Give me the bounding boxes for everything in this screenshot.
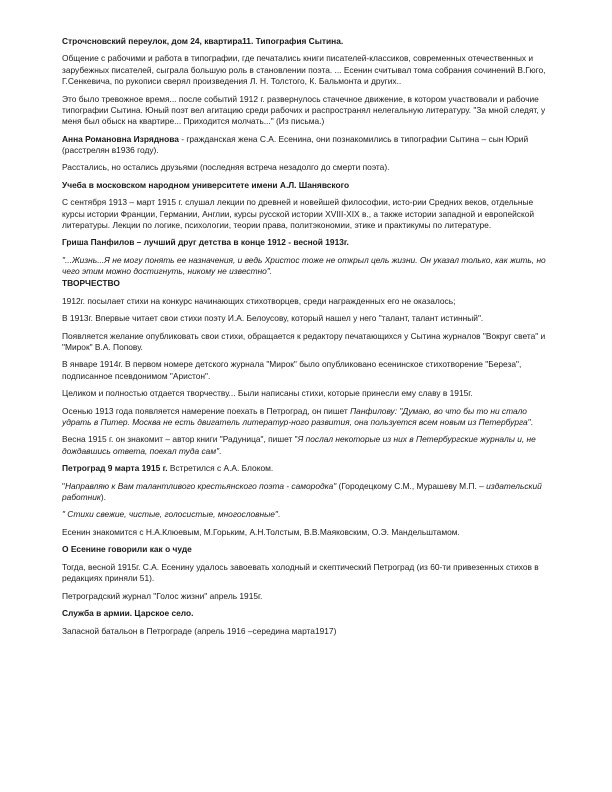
paragraph-p7: [62, 197, 558, 231]
text-run: В 1913г. Впервые читает свои стихи поэту И.А. Белоусову, который нашел у него "талант, талант истинный".: [62, 313, 484, 324]
paragraph-p5: [62, 162, 558, 173]
text-run: (Городецкому С.М., Мурашеву М.П. –: [336, 480, 487, 491]
italic-text-run: Направляю к Вам талантливого крестьянского поэта - самородка": [64, 480, 337, 491]
bold-text-run: Гриша Панфилов – лучший друг детства в конце 1912 - весной 1913г.: [62, 237, 349, 248]
text-run: 1912г. посылает стихи на конкурс начинающих стихотворцев, среди награжденных его не оказалось;: [62, 295, 456, 306]
paragraph-p17: [62, 434, 558, 457]
paragraph-p2: [62, 53, 558, 87]
paragraph-p6: [62, 180, 558, 191]
text-run: ": [62, 480, 65, 491]
paragraph-p18: [62, 463, 558, 474]
bold-text-run: О Есенине говорили как о чуде: [62, 544, 192, 555]
italic-text-run: Я послал некоторые из них в Петербургские журналы и, не дождавшись ответа, поехал туда сам": [62, 434, 536, 456]
text-run: Это было тревожное время... после событий 1912 г. развернулось стачечное движение, в котором участвовали и рабочие типографии Сытина. Юный поэт вел агитацию среди рабочих и распространял нелегальную литературу. "За мной следят, у меня был обыск на квартире... Приходится молчать..." (Из письма.): [62, 93, 546, 127]
paragraph-p26: [62, 626, 558, 637]
italic-text-run: Панфилову: "Думаю, во что бы то ни стало удрать в Питер. Москва не есть двигатель литератур-ного развития, она пользуется всем новым из Петербурга": [62, 405, 531, 427]
italic-text-run: " Стихи свежие, чистые, голосистые, многословные": [62, 509, 278, 520]
text-run: Петроградский журнал "Голос жизни" апрель 1915г.: [62, 590, 263, 601]
text-run: Тогда, весной 1915г. С.А. Есенину удалось завоевать холодный и скептический Петроград (из 60-ти привезенных стихов в редакциях приняли 51).: [62, 561, 539, 584]
bold-text-run: Петроград 9 марта 1915 г.: [62, 463, 168, 474]
bold-text-run: Анна Романовна Изряднова: [62, 133, 179, 144]
paragraph-p23: [62, 562, 558, 585]
paragraph-p22: [62, 544, 558, 555]
paragraph-p1: [62, 36, 558, 47]
text-run: С сентября 1913 – март 1915 г. слушал лекции по древней и новейшей философии, исто-рии Средних веков, отдельные курсы истории Франции, Германии, Англии, курсы русской истории XVIII-XIX в., а также истории западной и европейской литературы. Лекции по логике, психологии, теории права, политэкономии, этике и практикумы по литературе.: [62, 197, 535, 230]
paragraph-p20: [62, 509, 558, 520]
text-run: Осенью 1913 года появляется намерение поехать в Петроград, он пишет: [62, 405, 351, 416]
text-run: Появляется желание опубликовать свои стихи, обращается к редактору печатающихся у Сытина журналов "Вокруг света" и "Мирок" В.А. Попову.: [62, 330, 546, 352]
text-run: .: [277, 509, 281, 520]
text-run: Целиком и полностью отдается творчеству... Были написаны стихи, которые принесли ему славу в 1915г.: [62, 388, 473, 399]
paragraph-p14: [62, 359, 558, 382]
italic-text-run: издательский работник: [62, 480, 542, 502]
paragraph-p16: [62, 406, 558, 429]
paragraph-p8: [62, 237, 558, 248]
text-run: .: [219, 445, 222, 456]
paragraph-p25: [62, 608, 558, 619]
paragraph-p3: [62, 94, 558, 128]
bold-text-run: Учеба в московском народном университете имени А.Л. Шанявского: [62, 179, 350, 190]
paragraph-p11: [62, 296, 558, 307]
bold-text-run: ТВОРЧЕСТВО: [62, 278, 120, 289]
paragraph-p9: [62, 255, 558, 278]
text-run: - гражданская жена С.А. Есенина, они познакомились в типографии Сытина – сын Юрий (расстрелян в1936 году).: [62, 133, 529, 155]
text-run: Весна 1915 г. он знакомит – автор книги "Радуница", пишет ": [62, 434, 298, 445]
text-run: .: [530, 416, 533, 427]
text-run: ).: [100, 491, 107, 502]
bold-text-run: Служба в армии. Царское село.: [62, 608, 194, 619]
paragraph-p15: [62, 388, 558, 399]
text-run: Есенин знакомится с Н.А.Клюевым, М.Горьким, А.Н.Толстым, В.В.Маяковским, О.Э. Мандельштамом.: [62, 526, 460, 537]
text-run: Запасной батальон в Петрограде (апрель 1916 –середина марта1917): [62, 625, 337, 636]
text-run: Расстались, но остались друзьями (последняя встреча незадолго до смерти поэта).: [62, 162, 390, 173]
bold-text-run: Строчсновский переулок, дом 24, квартира11. Типография Сытина.: [62, 36, 344, 46]
paragraph-p21: [62, 527, 558, 538]
italic-text-run: "...Жизнь...Я не могу понять ее назначения, и ведь Христос тоже не открыл цель жизни. Он указал только, как жить, но чего этим можно достигнуть, никому не известно".: [62, 254, 546, 277]
text-run: Встретился с А.А. Блоком.: [167, 463, 274, 474]
paragraph-p19: [62, 481, 558, 504]
paragraph-p10: [62, 278, 558, 289]
text-run: В январе 1914г. В первом номере детского журнала "Мирок" было опубликовано есенинское стихотворение "Береза", подписанное псевдонимом "Аристон".: [62, 359, 522, 381]
paragraph-p24: [62, 591, 558, 602]
document-page: [62, 36, 558, 643]
paragraph-p12: [62, 313, 558, 324]
paragraph-p4: [62, 134, 558, 157]
paragraph-p13: [62, 331, 558, 354]
text-run: Общение с рабочими и работа в типографии, где печатались книги писателей-классиков, современных отечественных и зарубежных писателей, сыграла большую роль в становлении поэта. ... Есенин считывал тома собрания сочинений В.Гюго, Г.Сенкевича, по рукописи сверял произведения Л. Н. Толстого, К. Бальмонта и других..: [62, 53, 546, 87]
